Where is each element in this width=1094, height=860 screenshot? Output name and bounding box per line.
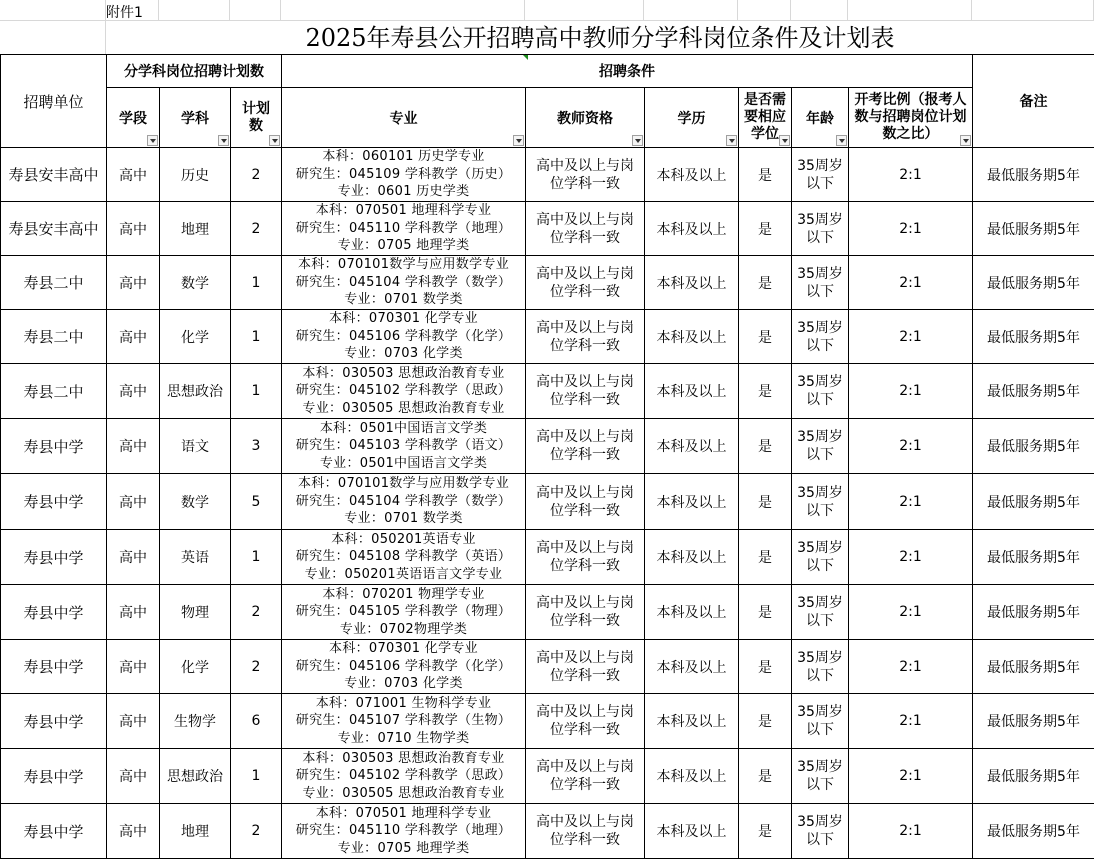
table-row (1, 419, 1094, 474)
cell-major[interactable] (282, 202, 526, 256)
cell-plan-count[interactable]: 1 (231, 530, 282, 585)
cell-plan-count[interactable]: 2 (231, 202, 282, 256)
major-postgraduate: 研究生：045104 学科教学（数学） (295, 274, 512, 290)
cell-unit[interactable]: 寿县中学 (1, 530, 107, 585)
cell-degree-required[interactable]: 是 (739, 694, 792, 749)
major-postgraduate: 研究生：045109 学科教学（历史） (295, 166, 512, 182)
cell-age[interactable]: 35周岁以下 (792, 694, 849, 749)
major-postgraduate: 研究生：045107 学科教学（生物） (295, 713, 512, 729)
major-undergraduate: 本科：070301 化学专业 (329, 641, 478, 657)
header-subject: 学科 (160, 88, 231, 148)
table-row (1, 640, 1094, 694)
cell-age[interactable]: 35周岁以下 (792, 585, 849, 640)
grid-cell (0, 20, 106, 55)
cell-remark[interactable]: 最低服务期5年 (973, 640, 1094, 694)
major-postgraduate: 研究生：045110 学科教学（地理） (295, 823, 512, 839)
cell-remark[interactable]: 最低服务期5年 (973, 530, 1094, 585)
cell-stage[interactable]: 高中 (107, 364, 160, 419)
major-undergraduate: 本科：071001 生物科学专业 (315, 695, 492, 711)
cell-major[interactable] (282, 256, 526, 310)
major-specialty: 专业：0501中国语言文学类 (319, 455, 488, 471)
cell-degree-required[interactable]: 是 (739, 474, 792, 530)
major-postgraduate: 研究生：045106 学科教学（化学） (295, 328, 512, 344)
cell-major[interactable] (282, 364, 526, 419)
cell-education[interactable]: 本科及以上 (645, 310, 739, 364)
cell-subject[interactable]: 地理 (160, 202, 231, 256)
cell-major[interactable] (282, 310, 526, 364)
cell-plan-count[interactable]: 6 (231, 694, 282, 749)
major-postgraduate: 研究生：045106 学科教学（化学） (295, 658, 512, 674)
cell-major[interactable] (282, 749, 526, 804)
cell-stage[interactable]: 高中 (107, 585, 160, 640)
table-row (1, 749, 1094, 804)
header-major: 专业 (282, 88, 526, 148)
cell-stage[interactable]: 高中 (107, 419, 160, 474)
major-postgraduate: 研究生：045105 学科教学（物理） (295, 604, 512, 620)
cell-unit[interactable]: 寿县中学 (1, 474, 107, 530)
cell-subject[interactable]: 数学 (160, 256, 231, 310)
major-specialty: 专业：0710 生物学类 (337, 730, 470, 746)
table-row (1, 474, 1094, 530)
cell-plan-count[interactable]: 2 (231, 148, 282, 202)
major-undergraduate: 本科：0501中国语言文学类 (319, 420, 488, 436)
cell-subject[interactable]: 思想政治 (160, 364, 231, 419)
filter-dropdown-icon[interactable] (269, 135, 280, 146)
cell-stage[interactable]: 高中 (107, 202, 160, 256)
cell-plan-count[interactable]: 1 (231, 256, 282, 310)
filter-dropdown-icon[interactable] (632, 135, 643, 146)
cell-stage[interactable]: 高中 (107, 694, 160, 749)
cell-education[interactable]: 本科及以上 (645, 749, 739, 804)
top-row (0, 0, 1094, 20)
cell-major[interactable] (282, 530, 526, 585)
table-row (1, 585, 1094, 640)
cell-unit[interactable]: 寿县中学 (1, 694, 107, 749)
cell-ratio[interactable]: 2:1 (849, 310, 973, 364)
header-ratio: 开考比例（报考人数与招聘岗位计划数之比） (849, 88, 973, 148)
major-undergraduate: 本科：030503 思想政治教育专业 (302, 750, 505, 766)
cell-stage[interactable]: 高中 (107, 148, 160, 202)
major-postgraduate: 研究生：045110 学科教学（地理） (295, 220, 512, 236)
major-postgraduate: 研究生：045104 学科教学（数学） (295, 493, 512, 509)
cell-education[interactable]: 本科及以上 (645, 256, 739, 310)
major-undergraduate: 本科：050201英语专业 (331, 531, 476, 547)
major-undergraduate: 本科：060101 历史学专业 (322, 149, 485, 165)
cell-ratio[interactable]: 2:1 (849, 804, 973, 859)
cell-qualification[interactable]: 高中及以上与岗位学科一致 (526, 804, 645, 859)
cell-subject[interactable]: 物理 (160, 585, 231, 640)
grid-cell (159, 0, 230, 21)
page-title: 2025年寿县公开招聘高中教师分学科岗位条件及计划表 (106, 20, 1094, 55)
cell-age[interactable]: 35周岁以下 (792, 310, 849, 364)
grid-cell (738, 0, 791, 21)
cell-ratio[interactable]: 2:1 (849, 256, 973, 310)
major-postgraduate: 研究生：045103 学科教学（语文） (295, 438, 512, 454)
major-specialty: 专业：0601 历史学类 (337, 184, 470, 200)
grid-cell (972, 0, 1094, 21)
cell-qualification[interactable]: 高中及以上与岗位学科一致 (526, 694, 645, 749)
filter-dropdown-icon[interactable] (218, 135, 229, 146)
cell-plan-count[interactable]: 1 (231, 749, 282, 804)
cell-age[interactable]: 35周岁以下 (792, 749, 849, 804)
annex-label: 附件1 (106, 5, 143, 21)
cell-plan-count[interactable]: 2 (231, 640, 282, 694)
cell-remark[interactable]: 最低服务期5年 (973, 694, 1094, 749)
table-body (1, 148, 1094, 859)
cell-age[interactable]: 35周岁以下 (792, 804, 849, 859)
cell-remark[interactable]: 最低服务期5年 (973, 364, 1094, 419)
table-row (1, 202, 1094, 256)
cell-degree-required[interactable]: 是 (739, 804, 792, 859)
cell-education[interactable]: 本科及以上 (645, 148, 739, 202)
cell-age[interactable]: 35周岁以下 (792, 256, 849, 310)
cell-unit[interactable]: 寿县二中 (1, 364, 107, 419)
cell-degree-required[interactable]: 是 (739, 585, 792, 640)
cell-degree-required[interactable]: 是 (739, 256, 792, 310)
cell-ratio[interactable]: 2:1 (849, 640, 973, 694)
cell-education[interactable]: 本科及以上 (645, 694, 739, 749)
cell-education[interactable]: 本科及以上 (645, 804, 739, 859)
cell-subject[interactable]: 生物学 (160, 694, 231, 749)
cell-age[interactable]: 35周岁以下 (792, 419, 849, 474)
cell-ratio[interactable]: 2:1 (849, 530, 973, 585)
cell-remark[interactable]: 最低服务期5年 (973, 419, 1094, 474)
cell-qualification[interactable]: 高中及以上与岗位学科一致 (526, 419, 645, 474)
major-undergraduate: 本科：030503 思想政治教育专业 (302, 365, 505, 381)
cell-stage[interactable]: 高中 (107, 474, 160, 530)
cell-qualification[interactable]: 高中及以上与岗位学科一致 (526, 364, 645, 419)
cell-stage[interactable]: 高中 (107, 804, 160, 859)
cell-degree-required[interactable]: 是 (739, 310, 792, 364)
cell-stage[interactable]: 高中 (107, 256, 160, 310)
cell-marker (523, 55, 528, 60)
cell-ratio[interactable]: 2:1 (849, 585, 973, 640)
table-row (1, 530, 1094, 585)
major-specialty: 专业：0701 数学类 (344, 511, 463, 527)
cell-subject[interactable]: 英语 (160, 530, 231, 585)
cell-subject[interactable]: 化学 (160, 640, 231, 694)
major-specialty: 专业：0703 化学类 (344, 676, 463, 692)
major-specialty: 专业：030505 思想政治教育专业 (302, 785, 505, 801)
cell-plan-count[interactable]: 1 (231, 310, 282, 364)
cell-qualification[interactable]: 高中及以上与岗位学科一致 (526, 310, 645, 364)
cell-ratio[interactable]: 2:1 (849, 202, 973, 256)
header-conditions-group: 招聘条件 (282, 55, 973, 88)
cell-major[interactable] (282, 419, 526, 474)
cell-education[interactable]: 本科及以上 (645, 585, 739, 640)
cell-major[interactable] (282, 804, 526, 859)
header-plan-count: 计划数 (231, 88, 282, 148)
cell-remark[interactable]: 最低服务期5年 (973, 585, 1094, 640)
cell-stage[interactable]: 高中 (107, 749, 160, 804)
cell-ratio[interactable]: 2:1 (849, 749, 973, 804)
cell-ratio[interactable]: 2:1 (849, 474, 973, 530)
major-undergraduate: 本科：070501 地理科学专业 (315, 805, 492, 821)
header-stage: 学段 (107, 88, 160, 148)
cell-plan-count[interactable]: 5 (231, 474, 282, 530)
cell-education[interactable]: 本科及以上 (645, 202, 739, 256)
cell-ratio[interactable]: 2:1 (849, 694, 973, 749)
major-undergraduate: 本科：070301 化学专业 (329, 311, 478, 327)
header-qualification: 教师资格 (526, 88, 645, 148)
cell-subject[interactable]: 思想政治 (160, 749, 231, 804)
cell-unit[interactable]: 寿县中学 (1, 749, 107, 804)
cell-education[interactable]: 本科及以上 (645, 640, 739, 694)
major-undergraduate: 本科：070501 地理科学专业 (315, 203, 492, 219)
cell-major[interactable] (282, 640, 526, 694)
filter-dropdown-icon[interactable] (960, 135, 971, 146)
cell-unit[interactable]: 寿县二中 (1, 310, 107, 364)
cell-age[interactable]: 35周岁以下 (792, 148, 849, 202)
cell-degree-required[interactable]: 是 (739, 749, 792, 804)
table-row (1, 310, 1094, 364)
major-postgraduate: 研究生：045108 学科教学（英语） (295, 549, 512, 565)
major-postgraduate: 研究生：045102 学科教学（思政） (295, 768, 512, 784)
cell-major[interactable] (282, 148, 526, 202)
cell-education[interactable]: 本科及以上 (645, 474, 739, 530)
cell-qualification[interactable]: 高中及以上与岗位学科一致 (526, 749, 645, 804)
cell-remark[interactable]: 最低服务期5年 (973, 749, 1094, 804)
cell-degree-required[interactable]: 是 (739, 419, 792, 474)
cell-unit[interactable]: 寿县二中 (1, 256, 107, 310)
cell-remark[interactable]: 最低服务期5年 (973, 310, 1094, 364)
cell-remark[interactable]: 最低服务期5年 (973, 202, 1094, 256)
cell-degree-required[interactable]: 是 (739, 148, 792, 202)
cell-education[interactable]: 本科及以上 (645, 530, 739, 585)
cell-subject[interactable]: 历史 (160, 148, 231, 202)
recruitment-table (0, 54, 1094, 859)
cell-degree-required[interactable]: 是 (739, 530, 792, 585)
cell-qualification[interactable]: 高中及以上与岗位学科一致 (526, 474, 645, 530)
cell-remark[interactable]: 最低服务期5年 (973, 148, 1094, 202)
cell-subject[interactable]: 数学 (160, 474, 231, 530)
cell-qualification[interactable]: 高中及以上与岗位学科一致 (526, 256, 645, 310)
cell-stage[interactable]: 高中 (107, 530, 160, 585)
cell-subject[interactable]: 语文 (160, 419, 231, 474)
cell-unit[interactable]: 寿县中学 (1, 640, 107, 694)
cell-qualification[interactable]: 高中及以上与岗位学科一致 (526, 202, 645, 256)
grid-cell (281, 0, 525, 21)
major-specialty: 专业：0705 地理学类 (337, 840, 470, 856)
cell-unit[interactable]: 寿县中学 (1, 804, 107, 859)
header-age: 年龄 (792, 88, 849, 148)
cell-subject[interactable]: 地理 (160, 804, 231, 859)
major-specialty: 专业：050201英语语言文学专业 (304, 566, 503, 582)
major-specialty: 专业：0702物理学类 (339, 621, 468, 637)
grid-cell (644, 0, 738, 21)
table-row (1, 148, 1094, 202)
major-specialty: 专业：030505 思想政治教育专业 (302, 400, 505, 416)
cell-education[interactable]: 本科及以上 (645, 419, 739, 474)
table-row (1, 694, 1094, 749)
cell-subject[interactable]: 化学 (160, 310, 231, 364)
cell-unit[interactable]: 寿县安丰高中 (1, 148, 107, 202)
cell-major[interactable] (282, 474, 526, 530)
cell-unit[interactable]: 寿县中学 (1, 419, 107, 474)
cell-ratio[interactable]: 2:1 (849, 148, 973, 202)
cell-age[interactable]: 35周岁以下 (792, 640, 849, 694)
cell-remark[interactable]: 最低服务期5年 (973, 474, 1094, 530)
grid-cell (230, 0, 281, 21)
major-undergraduate: 本科：070101数学与应用数学专业 (297, 476, 510, 492)
header-plan-group: 分学科岗位招聘计划数 (107, 55, 282, 88)
table-row (1, 804, 1094, 859)
grid-cell (525, 0, 644, 21)
header-degree-required: 是否需要相应学位 (739, 88, 792, 148)
cell-remark[interactable]: 最低服务期5年 (973, 804, 1094, 859)
grid-cell (791, 0, 848, 21)
cell-unit[interactable]: 寿县安丰高中 (1, 202, 107, 256)
cell-degree-required[interactable]: 是 (739, 202, 792, 256)
cell-plan-count[interactable]: 2 (231, 585, 282, 640)
table-row (1, 364, 1094, 419)
cell-age[interactable]: 35周岁以下 (792, 474, 849, 530)
cell-plan-count[interactable]: 2 (231, 804, 282, 859)
cell-qualification[interactable]: 高中及以上与岗位学科一致 (526, 585, 645, 640)
major-undergraduate: 本科：070101数学与应用数学专业 (297, 257, 510, 273)
cell-age[interactable]: 35周岁以下 (792, 202, 849, 256)
cell-plan-count[interactable]: 1 (231, 364, 282, 419)
major-specialty: 专业：0705 地理学类 (337, 238, 470, 254)
filter-dropdown-icon[interactable] (513, 135, 524, 146)
grid-cell (848, 0, 972, 21)
cell-qualification[interactable]: 高中及以上与岗位学科一致 (526, 530, 645, 585)
header-remark: 备注 (973, 55, 1094, 148)
cell-stage[interactable]: 高中 (107, 640, 160, 694)
cell-unit[interactable]: 寿县中学 (1, 585, 107, 640)
filter-dropdown-icon[interactable] (836, 135, 847, 146)
cell-ratio[interactable]: 2:1 (849, 419, 973, 474)
cell-qualification[interactable]: 高中及以上与岗位学科一致 (526, 148, 645, 202)
cell-remark[interactable]: 最低服务期5年 (973, 256, 1094, 310)
major-postgraduate: 研究生：045102 学科教学（思政） (295, 383, 512, 399)
table-row (1, 256, 1094, 310)
cell-age[interactable]: 35周岁以下 (792, 364, 849, 419)
cell-ratio[interactable]: 2:1 (849, 364, 973, 419)
cell-plan-count[interactable]: 3 (231, 419, 282, 474)
cell-education[interactable]: 本科及以上 (645, 364, 739, 419)
header-education: 学历 (645, 88, 739, 148)
major-specialty: 专业：0703 化学类 (344, 346, 463, 362)
cell-major[interactable] (282, 694, 526, 749)
cell-major[interactable] (282, 585, 526, 640)
header-unit: 招聘单位 (1, 55, 107, 148)
filter-dropdown-icon[interactable] (726, 135, 737, 146)
cell-qualification[interactable]: 高中及以上与岗位学科一致 (526, 640, 645, 694)
filter-dropdown-icon[interactable] (147, 135, 158, 146)
filter-dropdown-icon[interactable] (779, 135, 790, 146)
grid-cell (0, 0, 106, 21)
major-specialty: 专业：0701 数学类 (344, 292, 463, 308)
major-undergraduate: 本科：070201 物理学专业 (322, 586, 485, 602)
cell-degree-required[interactable]: 是 (739, 640, 792, 694)
cell-age[interactable]: 35周岁以下 (792, 530, 849, 585)
cell-degree-required[interactable]: 是 (739, 364, 792, 419)
cell-stage[interactable]: 高中 (107, 310, 160, 364)
